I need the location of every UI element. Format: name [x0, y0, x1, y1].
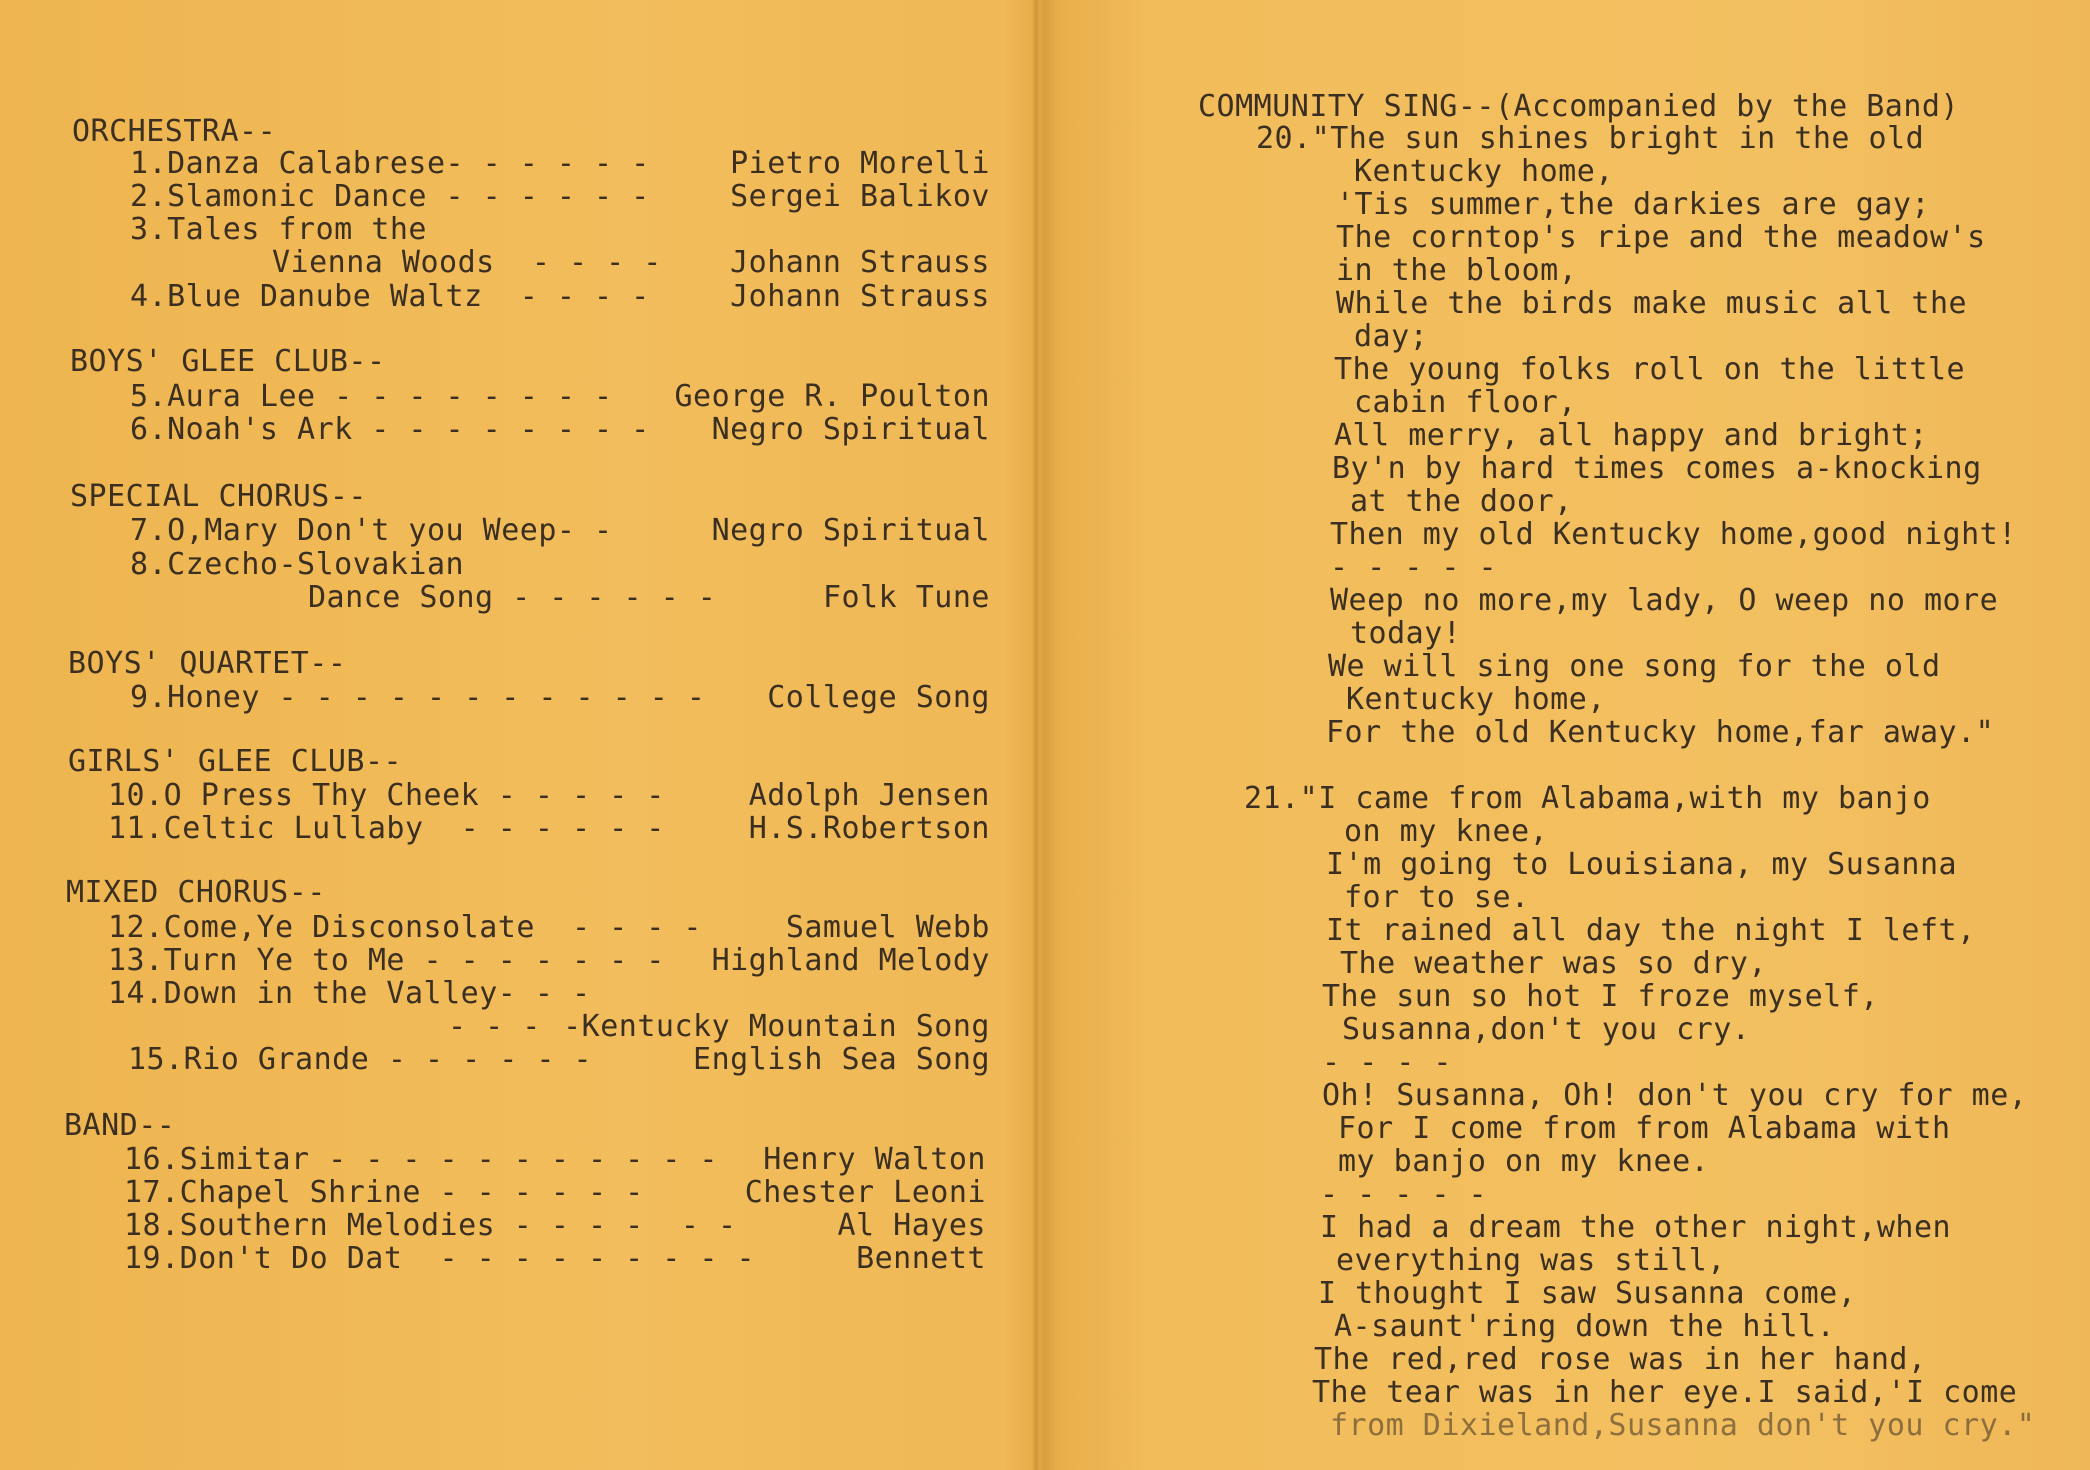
lyric-line: day;: [1354, 319, 1429, 354]
program-item-title: 14.Down in the Valley- - -: [108, 976, 591, 1011]
program-item-title: 3.Tales from the: [130, 212, 427, 247]
program-item-composer: Al Hayes: [837, 1208, 986, 1243]
lyric-divider: - - - - -: [1320, 1177, 1488, 1212]
lyric-line: I'm going to Louisiana, my Susanna: [1326, 847, 1958, 882]
program-item-composer: Samuel Webb: [785, 910, 990, 945]
lyric-line: Kentucky home,: [1346, 682, 1606, 717]
lyric-line: 'Tis summer,the darkies are gay;: [1336, 187, 1930, 222]
lyric-line: For the old Kentucky home,far away.": [1326, 715, 1995, 750]
program-item-title: 7.O,Mary Don't you Weep- -: [130, 513, 613, 548]
lyric-line: It rained all day the night I left,: [1326, 913, 1976, 948]
lyric-line: 21."I came from Alabama,with my banjo: [1244, 781, 1931, 816]
section-heading-special-chorus: SPECIAL CHORUS--: [70, 479, 367, 514]
program-item-title: 9.Honey - - - - - - - - - - - -: [130, 680, 706, 715]
program-item-composer: English Sea Song: [693, 1042, 990, 1077]
program-item-title: 6.Noah's Ark - - - - - - - -: [130, 412, 650, 447]
program-item-title: 8.Czecho-Slovakian: [130, 547, 465, 582]
lyric-line: The tear was in her eye.I said,'I come: [1312, 1375, 2018, 1410]
program-item-title: 13.Turn Ye to Me - - - - - - -: [108, 943, 665, 978]
lyric-line: everything was still,: [1336, 1243, 1726, 1278]
program-item-title: 15.Rio Grande - - - - - -: [128, 1042, 593, 1077]
lyric-line: Oh! Susanna, Oh! don't you cry for me,: [1322, 1078, 2028, 1113]
lyric-line: We will sing one song for the old: [1328, 649, 1941, 684]
section-heading-orchestra: ORCHESTRA--: [72, 114, 277, 149]
lyric-line: Kentucky home,: [1354, 154, 1614, 189]
lyric-divider: - - - -: [1322, 1045, 1452, 1080]
program-item-title: 19.Don't Do Dat - - - - - - - - -: [124, 1241, 756, 1276]
program-item-composer: Negro Spiritual: [711, 412, 990, 447]
lyric-line: Susanna,don't you cry.: [1342, 1012, 1751, 1047]
program-item-composer: -Kentucky Mountain Song: [563, 1009, 990, 1044]
program-item-composer: George R. Poulton: [674, 379, 990, 414]
program-item-composer: Negro Spiritual: [711, 513, 990, 548]
program-item-title: 11.Celtic Lullaby - - - - - -: [108, 811, 665, 846]
program-item-title: 1.Danza Calabrese- - - - - -: [130, 146, 650, 181]
lyric-line: By'n by hard times comes a-knocking: [1332, 451, 1982, 486]
program-item-title: 10.O Press Thy Cheek - - - - -: [108, 778, 665, 813]
program-item-title: 4.Blue Danube Waltz - - - -: [130, 279, 650, 314]
program-item-title: 12.Come,Ye Disconsolate - - - -: [108, 910, 702, 945]
lyric-line: today!: [1350, 616, 1462, 651]
program-item-title: 18.Southern Melodies - - - - - -: [124, 1208, 737, 1243]
program-item-composer: Chester Leoni: [744, 1175, 986, 1210]
program-item-title: 5.Aura Lee - - - - - - - -: [130, 379, 613, 414]
program-item-title: 17.Chapel Shrine - - - - - -: [124, 1175, 644, 1210]
program-item-composer: Johann Strauss: [730, 279, 990, 314]
program-item-title: - - -: [448, 1009, 541, 1044]
lyric-line: The red,red rose was in her hand,: [1314, 1342, 1927, 1377]
program-item-title: Vienna Woods - - - -: [272, 245, 662, 280]
program-item-composer: Henry Walton: [763, 1142, 986, 1177]
lyric-line: I thought I saw Susanna come,: [1318, 1276, 1857, 1311]
page-fold: [1032, 0, 1040, 1470]
section-heading-community-sing: COMMUNITY SING--(Accompanied by the Band): [1198, 89, 1960, 124]
lyric-line: The sun so hot I froze myself,: [1322, 979, 1879, 1014]
lyric-line: I had a dream the other night,when: [1320, 1210, 1952, 1245]
section-heading-boys-quartet: BOYS' QUARTET--: [68, 646, 347, 681]
lyric-line: The weather was so dry,: [1340, 946, 1767, 981]
section-heading-band: BAND--: [64, 1108, 176, 1143]
program-item-composer: Sergei Balikov: [730, 179, 990, 214]
program-item-composer: Bennett: [856, 1241, 986, 1276]
lyric-line: in the bloom,: [1336, 253, 1578, 288]
program-item-composer: Johann Strauss: [730, 245, 990, 280]
program-item-title: 2.Slamonic Dance - - - - - -: [130, 179, 650, 214]
lyric-line: Weep no more,my lady, O weep no more: [1330, 583, 1999, 618]
lyric-line: for to se.: [1344, 880, 1530, 915]
program-item-title: 16.Simitar - - - - - - - - - - -: [124, 1142, 718, 1177]
lyric-line: at the door,: [1350, 484, 1573, 519]
program-item-composer: Highland Melody: [711, 943, 990, 978]
lyric-line: A-saunt'ring down the hill.: [1334, 1309, 1836, 1344]
lyric-line: The young folks roll on the little: [1334, 352, 1966, 387]
lyric-line: While the birds make music all the: [1336, 286, 1968, 321]
program-item-composer: Folk Tune: [822, 580, 990, 615]
lyric-line: from Dixieland,Susanna don't you cry.": [1330, 1408, 2036, 1443]
program-item-composer: College Song: [767, 680, 990, 715]
section-heading-girls-glee-club: GIRLS' GLEE CLUB--: [68, 744, 403, 779]
lyric-divider: - - - - -: [1330, 550, 1498, 585]
program-item-composer: Adolph Jensen: [748, 778, 990, 813]
lyric-line: on my knee,: [1344, 814, 1549, 849]
lyric-line: For I come from from Alabama with: [1338, 1111, 1951, 1146]
program-item-composer: Pietro Morelli: [730, 146, 990, 181]
lyric-line: my banjo on my knee.: [1338, 1144, 1710, 1179]
lyric-line: 20."The sun shines bright in the old: [1256, 121, 1925, 156]
program-item-title: Dance Song - - - - - -: [308, 580, 717, 615]
program-item-composer: H.S.Robertson: [748, 811, 990, 846]
lyric-line: All merry, all happy and bright;: [1334, 418, 1928, 453]
section-heading-boys-glee-club: BOYS' GLEE CLUB--: [70, 344, 386, 379]
lyric-line: The corntop's ripe and the meadow's: [1336, 220, 1986, 255]
lyric-line: cabin floor,: [1354, 385, 1577, 420]
lyric-line: Then my old Kentucky home,good night!: [1330, 517, 2017, 552]
section-heading-mixed-chorus: MIXED CHORUS--: [66, 875, 326, 910]
